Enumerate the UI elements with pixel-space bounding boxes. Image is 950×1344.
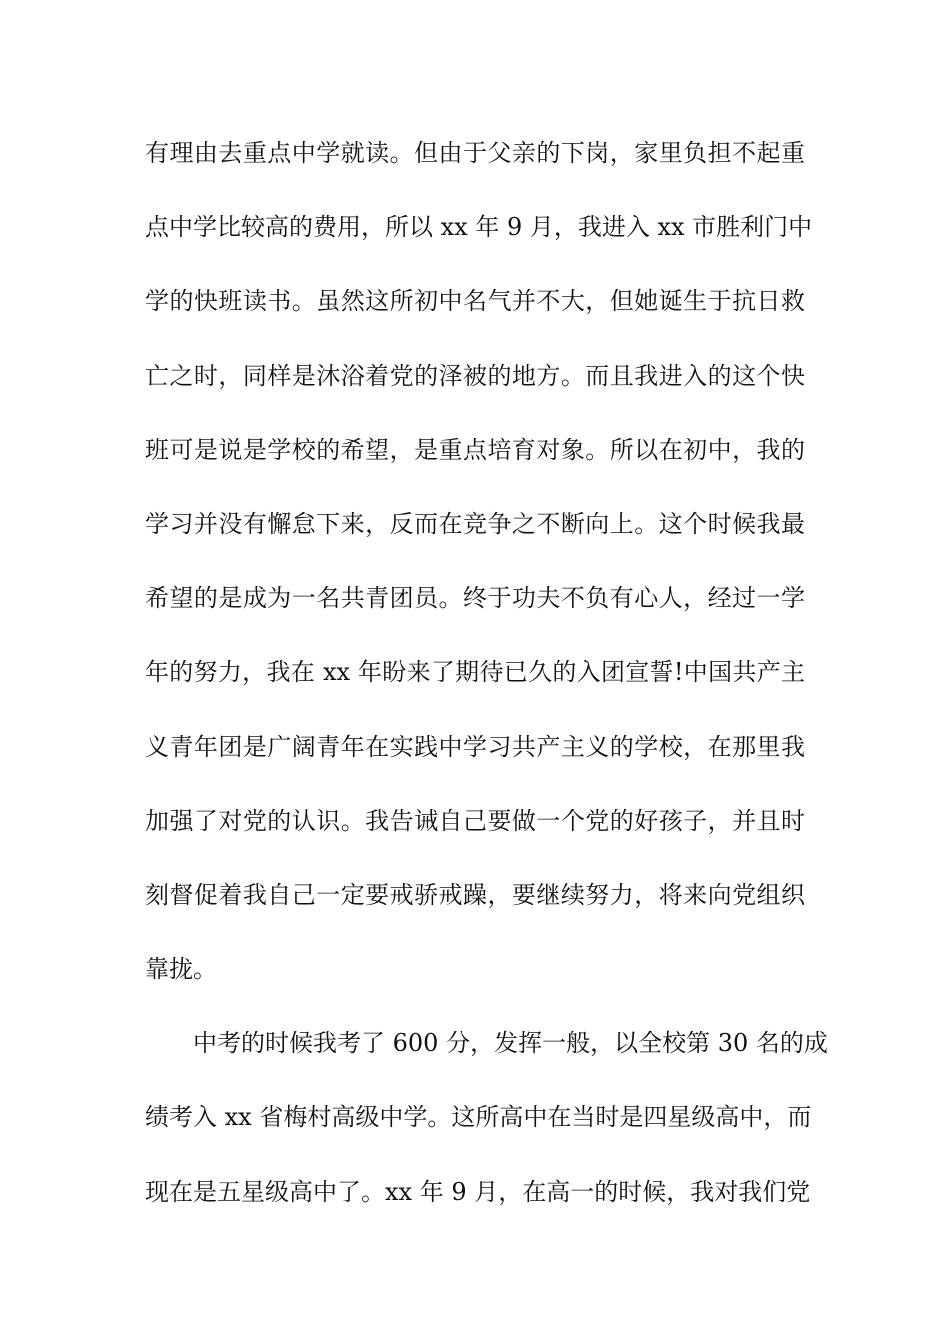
text-line-4: 亡之时，同样是沐浴着党的泽被的地方。而且我进入的这个快 <box>145 361 805 390</box>
text-line-1: 有理由去重点中学就读。但由于父亲的下岗，家里负担不起重 <box>145 139 805 167</box>
text-line-12: 靠拢。 <box>145 955 217 984</box>
text-line-5: 班可是说是学校的希望，是重点培育对象。所以在初中，我的 <box>145 435 805 464</box>
text-line-6: 学习并没有懈怠下来，反而在竞争之不断向上。这个时候我最 <box>145 509 805 538</box>
text-line-8: 年的努力，我在 xx 年盼来了期待已久的入团宣誓!中国共产主 <box>145 658 805 687</box>
body-text <box>145 130 828 1243</box>
text-line-7: 希望的是成为一名共青团员。终于功夫不负有心人，经过一学 <box>145 584 805 613</box>
text-line-3: 学的快班读书。虽然这所初中名气并不大，但她诞生于抗日救 <box>145 287 805 316</box>
text-line-13: 中考的时候我考了 600 分，发挥一般，以全校第 30 名的成 <box>193 1029 828 1058</box>
text-line-14: 绩考入 xx 省梅村高级中学。这所高中在当时是四星级高中，而 <box>145 1103 812 1132</box>
text-line-9: 义青年团是广阔青年在实践中学习共产主义的学校，在那里我 <box>145 732 805 761</box>
text-line-2: 点中学比较高的费用，所以 xx 年 9 月，我进入 xx 市胜利门中 <box>145 213 813 242</box>
text-line-11: 刻督促着我自己一定要戒骄戒躁，要继续努力，将来向党组织 <box>145 880 805 909</box>
text-line-15: 现在是五星级高中了。xx 年 9 月，在高一的时候，我对我们党 <box>145 1177 811 1206</box>
text-line-10: 加强了对党的认识。我告诫自己要做一个党的好孩子，并且时 <box>145 806 805 835</box>
